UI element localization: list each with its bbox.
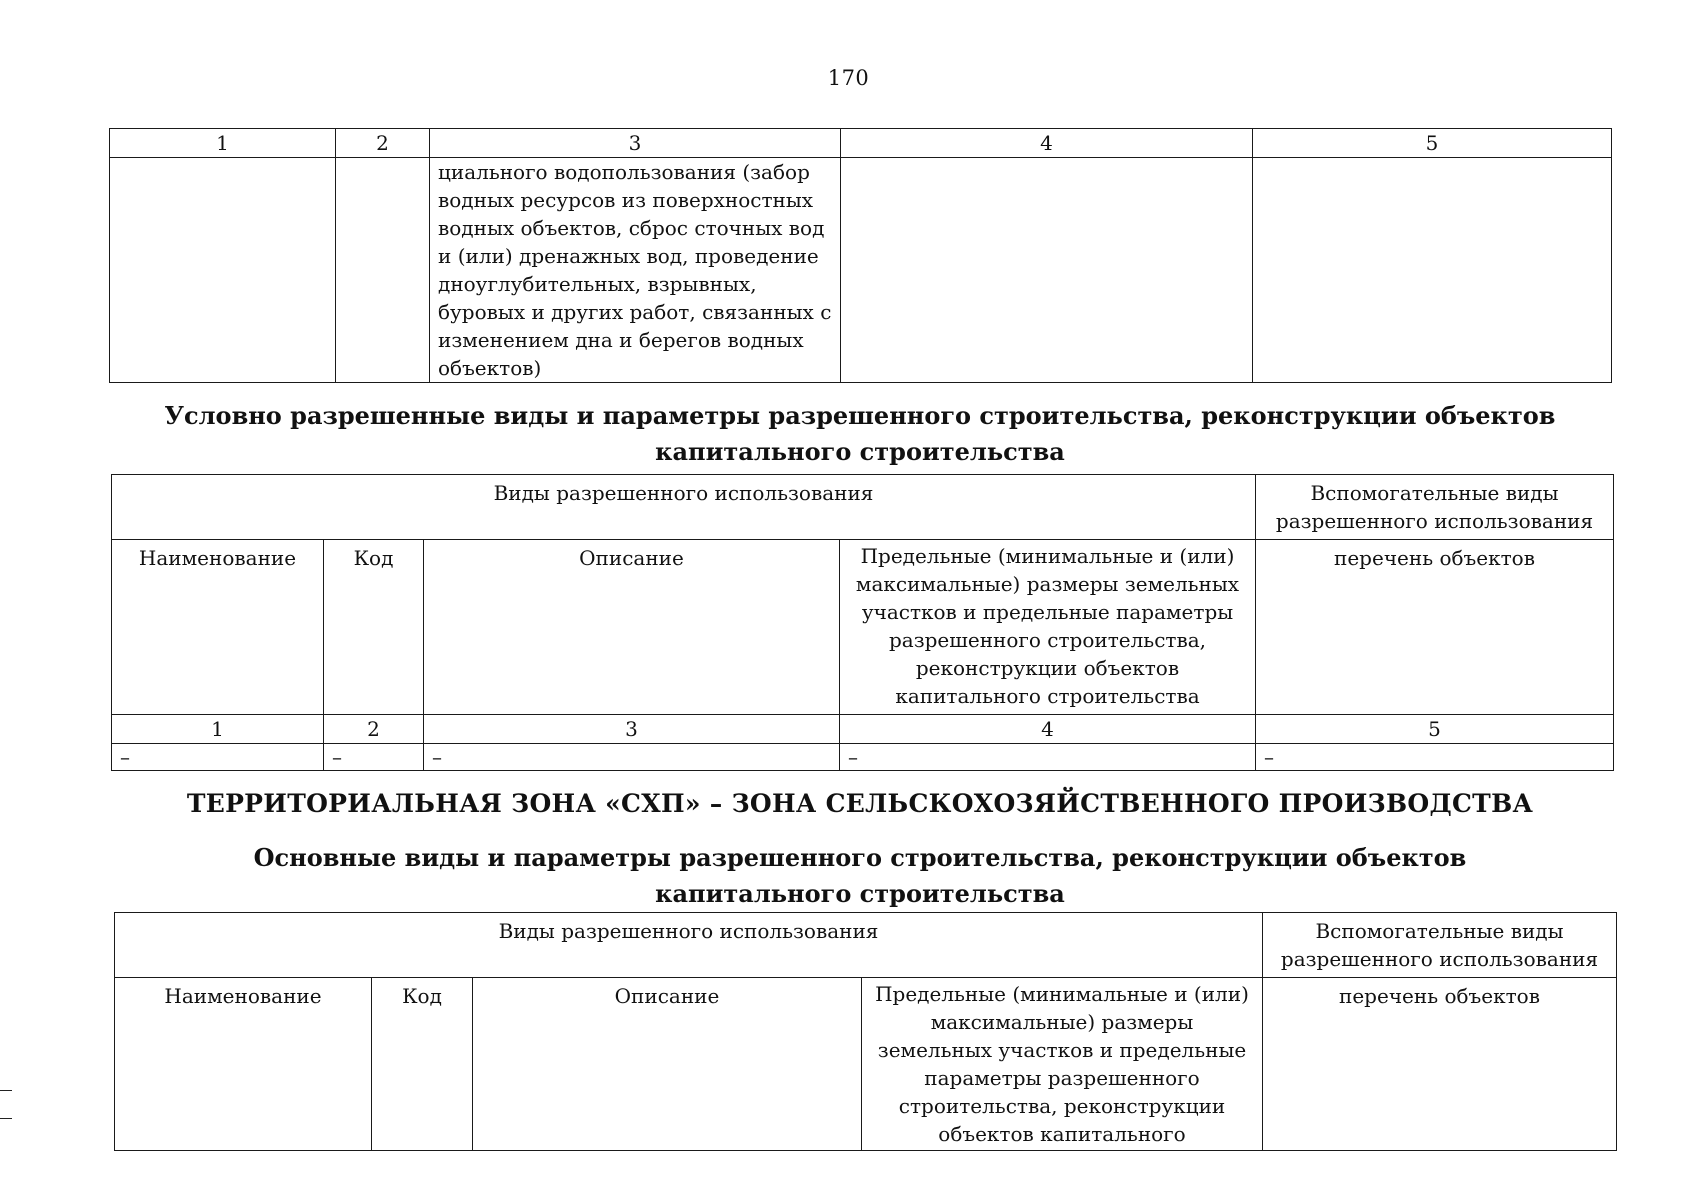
column-number-3: 3 bbox=[430, 129, 841, 158]
cell-code: – bbox=[324, 744, 424, 771]
column-number-5: 5 bbox=[1256, 715, 1614, 744]
header-limits: Предельные (минимальные и (или) максимальные) размеры земельных участков и предельные параметры разрешенного строительства, реконструкции объектов капитального bbox=[862, 978, 1263, 1151]
section-heading-conditional: Условно разрешенные виды и параметры разрешенного строительства, реконструкции объектов капитального строительства bbox=[164, 401, 1556, 466]
header-code: Код bbox=[324, 540, 424, 715]
permitted-uses-header: Виды разрешенного использования bbox=[112, 475, 1256, 540]
margin-mark bbox=[0, 1090, 12, 1091]
column-number-4: 4 bbox=[840, 715, 1256, 744]
cell-code bbox=[336, 158, 430, 383]
cell-limits bbox=[841, 158, 1253, 383]
conditional-uses-table bbox=[111, 474, 1614, 771]
column-number-5: 5 bbox=[1253, 129, 1612, 158]
group-header-row bbox=[112, 475, 1614, 540]
header-code: Код bbox=[372, 978, 473, 1151]
main-uses-table bbox=[114, 912, 1617, 1151]
table-row bbox=[110, 158, 1612, 383]
column-number-1: 1 bbox=[110, 129, 336, 158]
column-header-row bbox=[115, 978, 1617, 1151]
margin-mark bbox=[0, 1118, 12, 1119]
auxiliary-uses-header: Вспомогательные виды разрешенного использования bbox=[1256, 475, 1614, 540]
column-number-3: 3 bbox=[424, 715, 840, 744]
table-row bbox=[112, 744, 1614, 771]
column-number-row bbox=[110, 129, 1612, 158]
column-number-1: 1 bbox=[112, 715, 324, 744]
column-number-4: 4 bbox=[841, 129, 1253, 158]
cell-objects: – bbox=[1256, 744, 1614, 771]
cell-description: – bbox=[424, 744, 840, 771]
cell-description: циального водопользования (забор водных ресурсов из поверхностных водных объектов, сброс сточных вод и (или) дренажных вод, проведение дноуглубительных, взрывных, буровых и других работ, связанных с изменением дна и берегов водных объектов) bbox=[430, 158, 841, 383]
header-name: Наименование bbox=[115, 978, 372, 1151]
auxiliary-uses-header: Вспомогательные виды разрешенного использования bbox=[1263, 913, 1617, 978]
cell-name: – bbox=[112, 744, 324, 771]
column-number-2: 2 bbox=[324, 715, 424, 744]
cell-limits: – bbox=[840, 744, 1256, 771]
header-objects: перечень объектов bbox=[1263, 978, 1617, 1151]
section-heading-main: Основные виды и параметры разрешенного строительства, реконструкции объектов капитального строительства bbox=[253, 843, 1467, 908]
continuation-table bbox=[109, 128, 1612, 383]
page-number: 170 bbox=[827, 66, 870, 90]
permitted-uses-header: Виды разрешенного использования bbox=[115, 913, 1263, 978]
cell-name bbox=[110, 158, 336, 383]
header-objects: перечень объектов bbox=[1256, 540, 1614, 715]
header-description: Описание bbox=[473, 978, 862, 1151]
column-number-row bbox=[112, 715, 1614, 744]
zone-title: ТЕРРИТОРИАЛЬНАЯ ЗОНА «СХП» – ЗОНА СЕЛЬСКОХОЗЯЙСТВЕННОГО ПРОИЗВОДСТВА bbox=[186, 789, 1534, 818]
header-description: Описание bbox=[424, 540, 840, 715]
header-name: Наименование bbox=[112, 540, 324, 715]
group-header-row bbox=[115, 913, 1617, 978]
cell-objects bbox=[1253, 158, 1612, 383]
column-header-row bbox=[112, 540, 1614, 715]
header-limits: Предельные (минимальные и (или) максимальные) размеры земельных участков и предельные параметры разрешенного строительства, реконструкции объектов капитального строительства bbox=[840, 540, 1256, 715]
column-number-2: 2 bbox=[336, 129, 430, 158]
